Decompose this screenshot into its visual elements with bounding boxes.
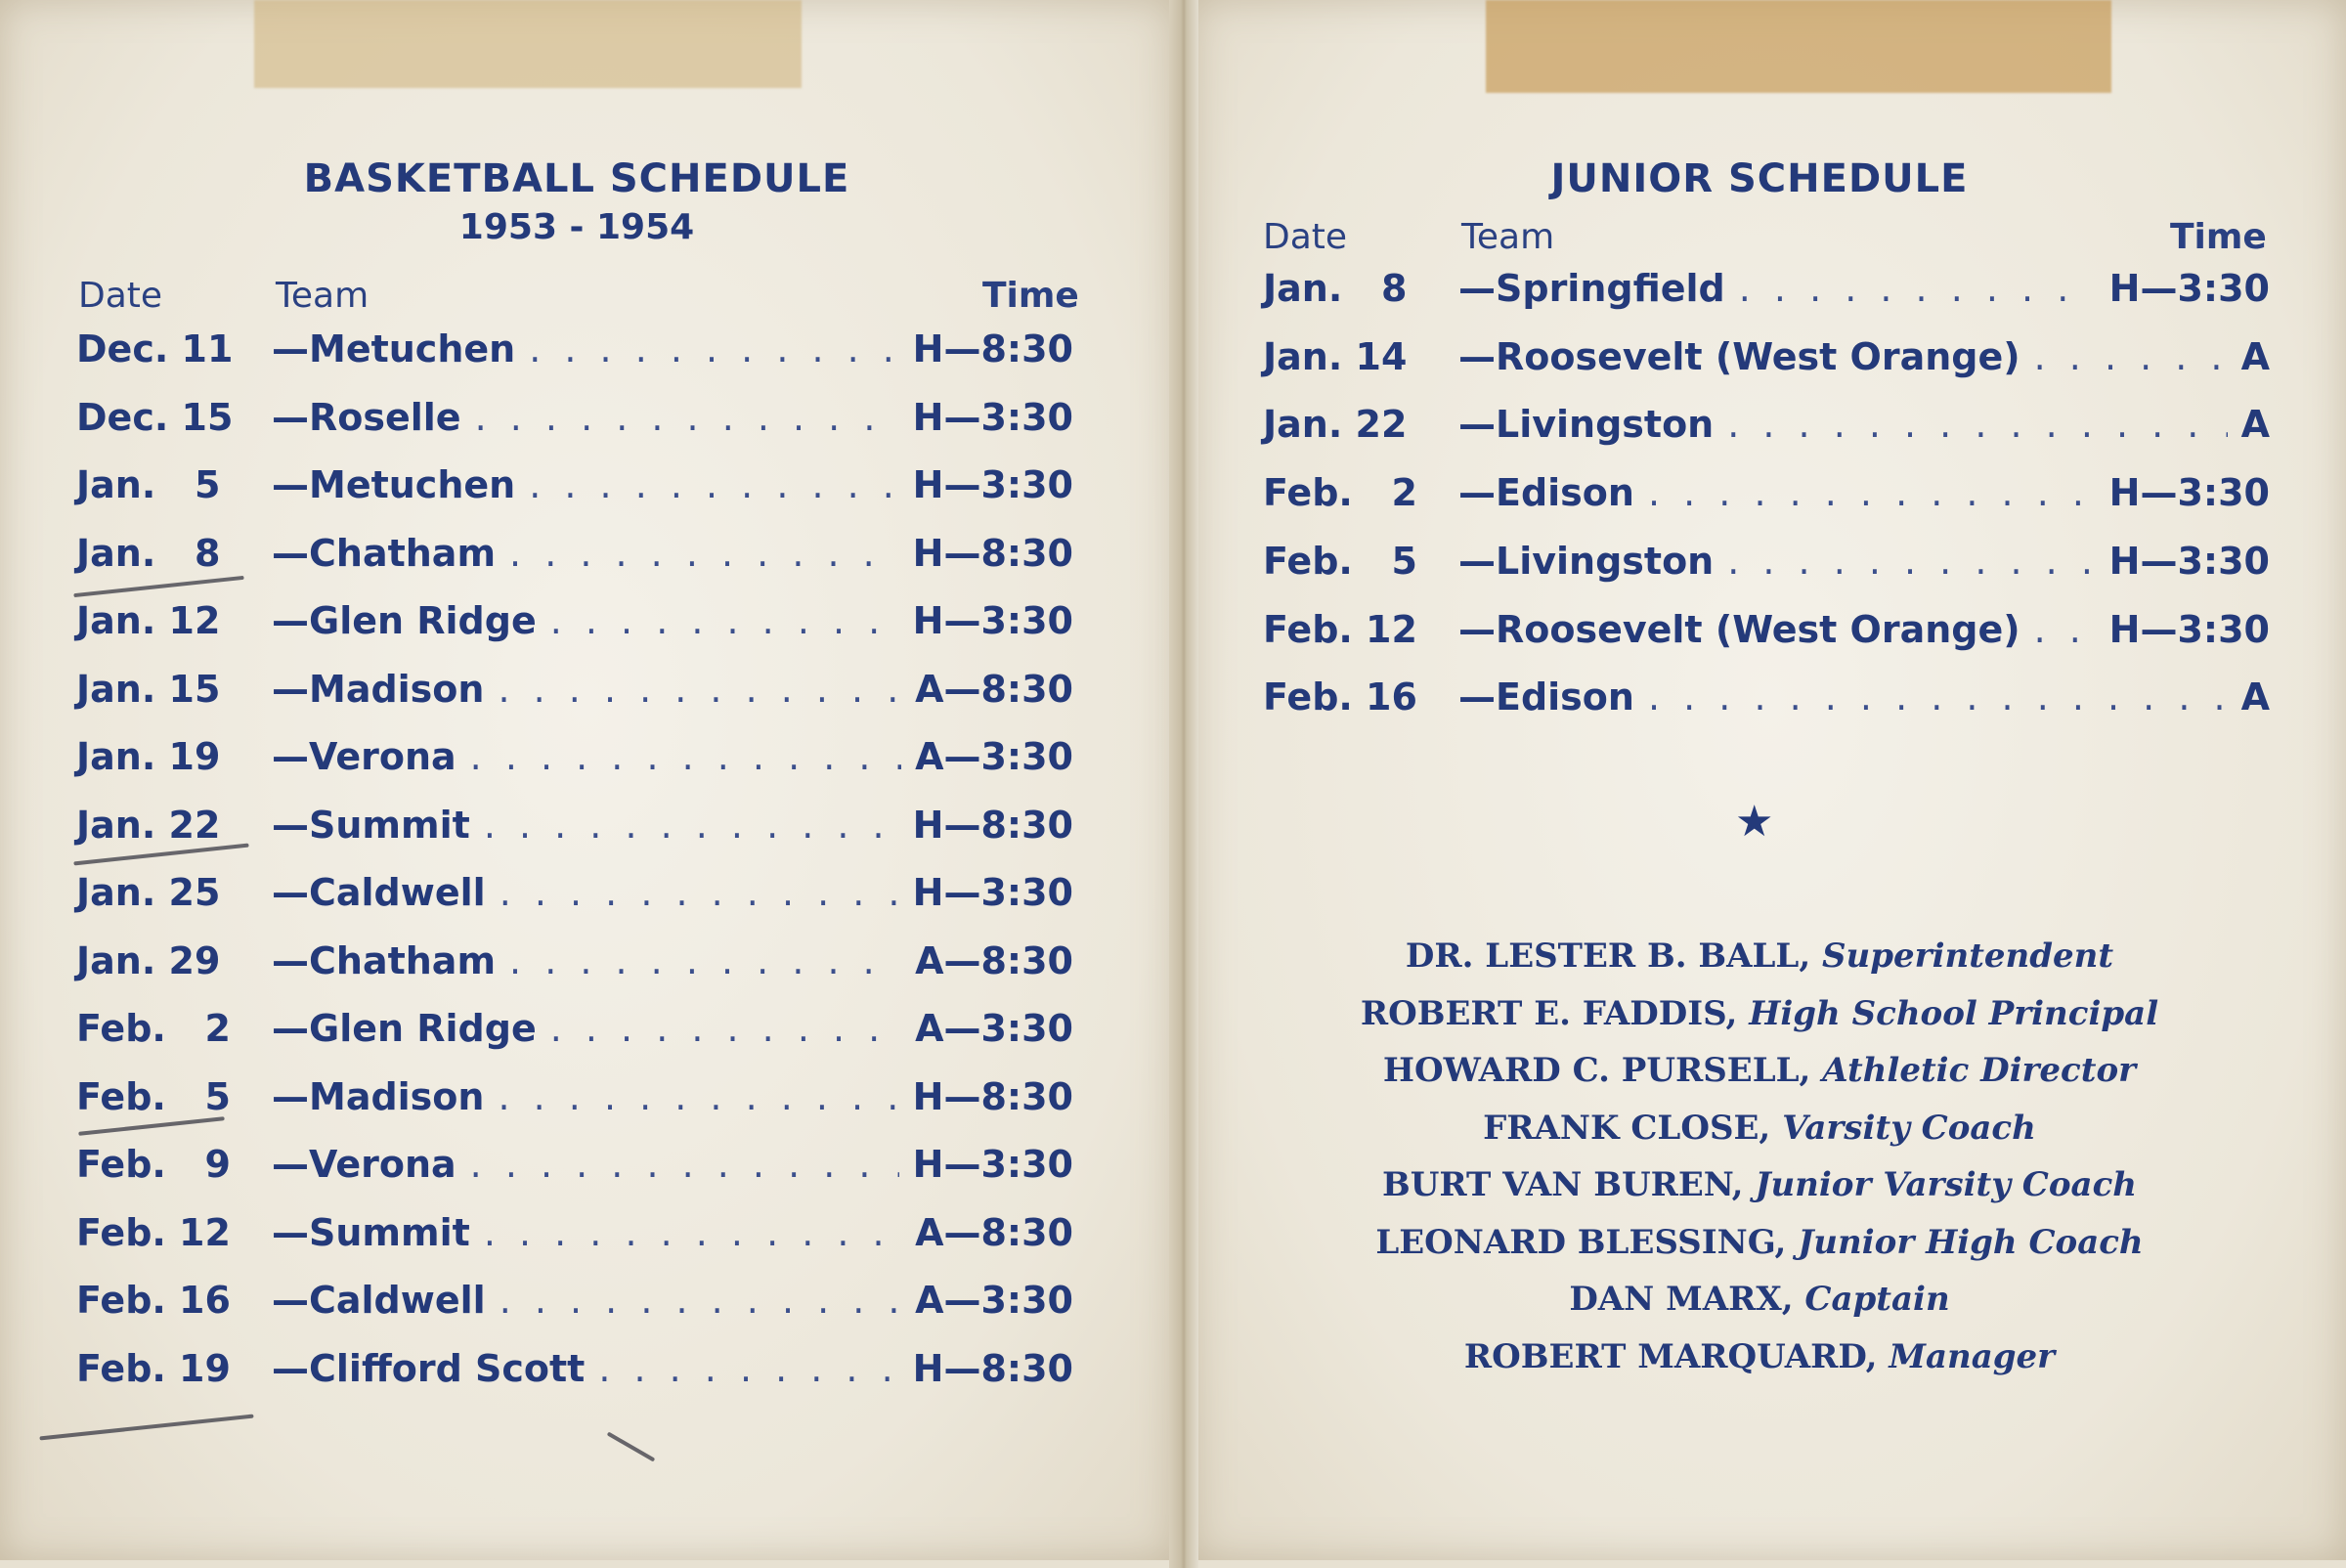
varsity-time-header: Time [982, 276, 1079, 316]
dot-leader [529, 463, 898, 506]
game-opponent: —Roselle [272, 395, 461, 439]
staff-role: High School Principal [1737, 993, 2159, 1033]
dot-leader [509, 939, 901, 982]
junior-game-row [1263, 403, 2270, 446]
staff-line [1271, 1109, 2248, 1148]
game-time: A [2240, 675, 2270, 719]
staff-role: Captain [1793, 1280, 1950, 1319]
staff-line [1271, 1337, 2248, 1376]
staff-name: ROBERT MARQUARD, [1463, 1336, 1878, 1376]
varsity-game-row [76, 463, 1073, 506]
game-time: A—8:30 [915, 938, 1073, 982]
game-date: Feb. 2 [1263, 471, 1417, 515]
varsity-game-row [76, 1211, 1073, 1254]
varsity-season: 1953 - 1954 [458, 207, 695, 247]
staff-role: Junior High Coach [1786, 1222, 2144, 1262]
varsity-team-header: Team [276, 276, 369, 316]
staff-line [1271, 1165, 2248, 1204]
varsity-game-row [76, 1279, 1073, 1322]
game-time: H—8:30 [912, 1074, 1073, 1118]
game-date: Jan. 8 [76, 531, 221, 575]
varsity-game-row [76, 871, 1073, 914]
center-fold [1169, 0, 1198, 1568]
game-opponent: —Chatham [272, 938, 497, 982]
game-opponent: —Edison [1458, 675, 1634, 719]
varsity-game-row [76, 804, 1073, 847]
varsity-date-header: Date [78, 276, 163, 316]
game-opponent: —Springfield [1458, 267, 1725, 310]
varsity-game-row [76, 327, 1073, 370]
junior-game-row [1263, 335, 2270, 378]
varsity-game-row [76, 396, 1073, 439]
dot-leader [470, 735, 901, 778]
game-time: H—3:30 [2108, 607, 2270, 651]
game-time: A—8:30 [915, 1210, 1073, 1254]
game-opponent: —Roosevelt (West Orange) [1458, 334, 2020, 378]
game-opponent: —Summit [272, 1210, 470, 1254]
staff-role: Junior Varsity Coach [1743, 1165, 2137, 1204]
varsity-game-row [76, 599, 1073, 642]
junior-time-header: Time [2170, 217, 2267, 257]
staff-name: ROBERT E. FADDIS, [1360, 993, 1738, 1033]
dot-leader [1727, 403, 2227, 446]
dot-leader [598, 1347, 898, 1390]
dot-leader [475, 396, 899, 439]
game-opponent: —Glen Ridge [272, 599, 537, 642]
game-opponent: —Clifford Scott [272, 1346, 586, 1390]
staff-name: BURT VAN BUREN, [1382, 1165, 1744, 1204]
game-opponent: —Roosevelt (West Orange) [1458, 607, 2020, 651]
staff-role: Manager [1877, 1336, 2056, 1376]
game-date: Dec. 11 [76, 327, 234, 370]
game-opponent: —Metuchen [272, 463, 516, 506]
game-date: Feb. 16 [1263, 675, 1417, 719]
dot-leader [550, 1007, 901, 1050]
dot-leader [529, 327, 898, 370]
game-time: A—3:30 [915, 1279, 1073, 1322]
game-opponent: —Metuchen [272, 327, 516, 370]
dot-leader [550, 599, 899, 642]
dot-leader [500, 871, 899, 914]
junior-game-row [1263, 267, 2270, 310]
game-opponent: —Madison [272, 667, 485, 711]
game-date: Jan. 12 [76, 599, 221, 642]
dot-leader [509, 532, 899, 575]
varsity-game-row [76, 668, 1073, 711]
varsity-game-row [76, 1075, 1073, 1118]
game-date: Jan. 5 [76, 463, 221, 506]
game-opponent: —Summit [272, 803, 470, 847]
junior-game-row [1263, 608, 2270, 651]
game-date: Jan. 25 [76, 871, 221, 914]
staff-name: DAN MARX, [1569, 1280, 1794, 1319]
game-date: Jan. 22 [1263, 403, 1408, 447]
varsity-game-row [76, 1347, 1073, 1390]
tape-stain-left [254, 0, 802, 88]
game-opponent: —Chatham [272, 531, 497, 575]
staff-name: DR. LESTER B. BALL, [1405, 936, 1811, 976]
game-opponent: —Verona [272, 735, 456, 778]
game-opponent: —Livingston [1458, 403, 1715, 447]
game-time: H—3:30 [912, 463, 1073, 506]
dot-leader [484, 1211, 901, 1254]
junior-game-row [1263, 540, 2270, 583]
game-time: A—8:30 [915, 667, 1073, 711]
game-opponent: —Madison [272, 1074, 485, 1118]
dot-leader [2034, 608, 2096, 651]
dot-leader [498, 1075, 898, 1118]
junior-team-header: Team [1461, 217, 1555, 257]
staff-name: LEONARD BLESSING, [1375, 1222, 1787, 1262]
game-date: Feb. 19 [76, 1346, 231, 1390]
varsity-game-row [76, 532, 1073, 575]
game-time: H—3:30 [2108, 471, 2270, 515]
game-time: H—8:30 [912, 531, 1073, 575]
varsity-title: BASKETBALL SCHEDULE [303, 156, 850, 201]
game-time: A [2240, 334, 2270, 378]
dot-leader [1727, 540, 2095, 583]
staff-line [1271, 994, 2248, 1033]
game-time: H—3:30 [912, 1143, 1073, 1186]
dot-leader [2034, 335, 2228, 378]
game-date: Feb. 2 [76, 1007, 231, 1050]
varsity-game-row [76, 1007, 1073, 1050]
game-date: Feb. 9 [76, 1143, 231, 1186]
game-date: Feb. 5 [1263, 539, 1417, 583]
dot-leader [1648, 471, 2096, 514]
dot-leader [484, 804, 899, 847]
game-time: A—3:30 [915, 735, 1073, 778]
dot-leader [498, 668, 901, 711]
game-date: Feb. 12 [76, 1210, 231, 1254]
game-time: H—3:30 [2108, 267, 2270, 310]
game-date: Jan. 14 [1263, 334, 1408, 378]
game-opponent: —Caldwell [272, 871, 486, 914]
dot-leader [1739, 267, 2096, 310]
varsity-game-row [76, 735, 1073, 778]
game-date: Jan. 15 [76, 667, 221, 711]
staff-name: FRANK CLOSE, [1483, 1108, 1771, 1148]
junior-date-header: Date [1263, 217, 1348, 257]
game-date: Feb. 5 [76, 1074, 231, 1118]
game-date: Jan. 8 [1263, 267, 1408, 310]
dot-leader [1648, 675, 2228, 719]
game-date: Dec. 15 [76, 395, 234, 439]
game-time: H—3:30 [912, 599, 1073, 642]
tape-stain-right [1486, 0, 2111, 93]
game-opponent: —Caldwell [272, 1279, 486, 1322]
star-icon: ★ [1735, 797, 1774, 847]
varsity-game-row [76, 1143, 1073, 1186]
junior-title: JUNIOR SCHEDULE [1550, 156, 1969, 201]
varsity-game-row [76, 939, 1073, 982]
staff-line [1271, 1051, 2248, 1090]
staff-role: Superintendent [1810, 936, 2114, 976]
game-date: Jan. 22 [76, 803, 221, 847]
staff-role: Athletic Director [1810, 1051, 2137, 1090]
dot-leader [470, 1143, 899, 1186]
game-opponent: —Glen Ridge [272, 1007, 537, 1050]
game-date: Feb. 16 [76, 1279, 231, 1322]
game-opponent: —Verona [272, 1143, 456, 1186]
game-date: Jan. 19 [76, 735, 221, 778]
game-time: A—3:30 [915, 1007, 1073, 1050]
junior-game-row [1263, 471, 2270, 514]
game-date: Jan. 29 [76, 938, 221, 982]
staff-name: HOWARD C. PURSELL, [1382, 1051, 1811, 1090]
staff-line [1271, 936, 2248, 976]
game-opponent: —Livingston [1458, 539, 1715, 583]
dot-leader [500, 1279, 901, 1322]
game-time: H—3:30 [912, 871, 1073, 914]
game-time: H—3:30 [912, 395, 1073, 439]
game-time: H—8:30 [912, 803, 1073, 847]
game-time: H—3:30 [2108, 539, 2270, 583]
staff-line [1271, 1280, 2248, 1319]
game-time: A [2240, 403, 2270, 447]
staff-role: Varsity Coach [1770, 1108, 2036, 1148]
game-opponent: —Edison [1458, 471, 1634, 515]
staff-line [1271, 1223, 2248, 1262]
game-date: Feb. 12 [1263, 607, 1417, 651]
game-time: H—8:30 [912, 1346, 1073, 1390]
junior-game-row [1263, 675, 2270, 719]
game-time: H—8:30 [912, 327, 1073, 370]
